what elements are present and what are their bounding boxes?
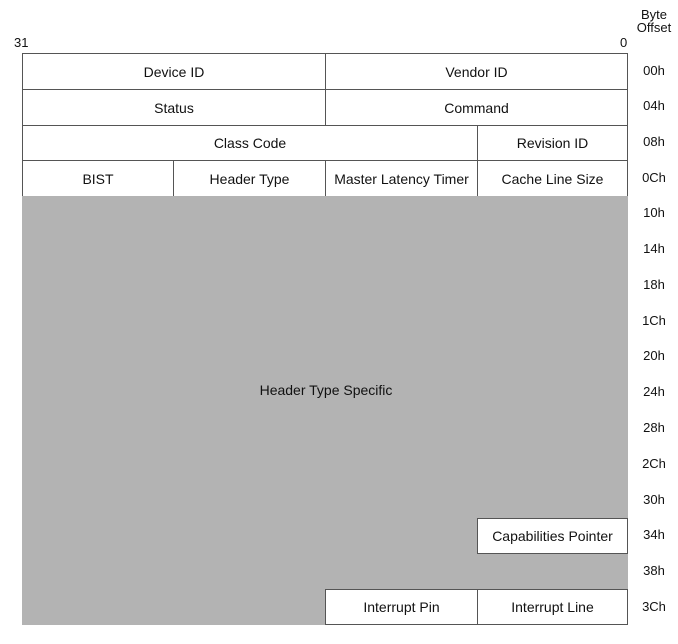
- field-class-code: Class Code: [22, 125, 478, 161]
- offset-3ch: 3Ch: [642, 599, 666, 614]
- field-status: Status: [22, 89, 326, 126]
- offset-30h: 30h: [643, 492, 665, 507]
- byte-offset-header: [630, 8, 678, 34]
- offset-00h: 00h: [643, 63, 665, 78]
- field-cache-line-size: Cache Line Size: [477, 160, 628, 197]
- bit-0-label: 0: [620, 35, 628, 50]
- offset-28h: 28h: [643, 420, 665, 435]
- register-map: [22, 53, 628, 625]
- field-header-type: Header Type: [173, 160, 326, 197]
- field-capabilities-pointer: Capabilities Pointer: [477, 518, 628, 554]
- field-bist: BIST: [22, 160, 174, 197]
- offset-0ch: 0Ch: [642, 170, 666, 185]
- field-interrupt-line: Interrupt Line: [477, 589, 628, 625]
- offset-18h: 18h: [643, 277, 665, 292]
- bit-31-label: 31: [14, 35, 29, 50]
- offset-2ch: 2Ch: [642, 456, 666, 471]
- field-vendor-id: Vendor ID: [325, 53, 628, 90]
- byte-offset-line-1: Byte: [640, 7, 667, 22]
- offset-34h: 34h: [643, 527, 665, 542]
- field-header-type-specific: [22, 196, 628, 625]
- offset-1ch: 1Ch: [642, 313, 666, 328]
- field-master-latency-timer: Master Latency Timer: [325, 160, 478, 197]
- field-interrupt-pin: Interrupt Pin: [325, 589, 478, 625]
- offset-38h: 38h: [643, 563, 665, 578]
- offset-08h: 08h: [643, 134, 665, 149]
- field-revision-id: Revision ID: [477, 125, 628, 161]
- field-device-id: Device ID: [22, 53, 326, 90]
- offset-04h: 04h: [643, 98, 665, 113]
- byte-offset-line-2: Offset: [636, 20, 672, 35]
- field-command: Command: [325, 89, 628, 126]
- offset-14h: 14h: [643, 241, 665, 256]
- offset-24h: 24h: [643, 384, 665, 399]
- header-type-specific-label: Header Type Specific: [259, 382, 393, 398]
- offset-10h: 10h: [643, 205, 665, 220]
- offset-20h: 20h: [643, 348, 665, 363]
